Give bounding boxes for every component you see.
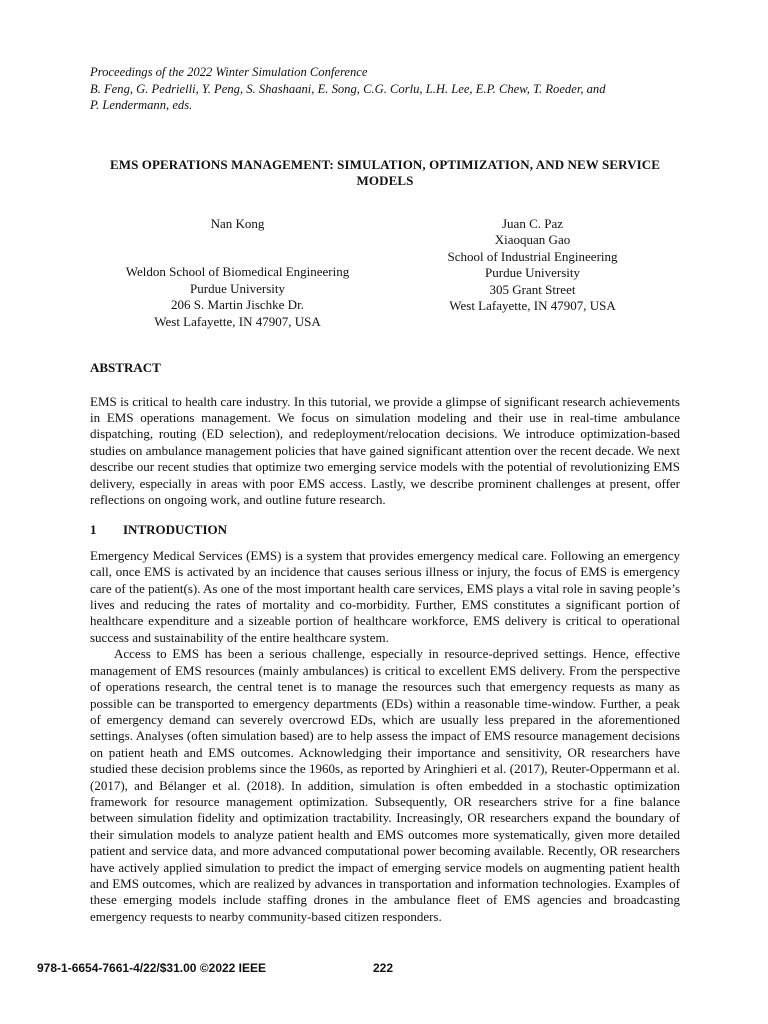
section-title: INTRODUCTION [123, 522, 228, 538]
section-heading [90, 522, 680, 539]
affiliation-line: 206 S. Martin Jischke Dr. [171, 297, 304, 312]
paper-page [90, 64, 680, 925]
author-name: Juan C. Paz [501, 215, 564, 231]
section-number: 1 [90, 522, 97, 538]
abstract-text: EMS is critical to health care industry. In this tutorial, we provide a glimpse of significant research achievements in EMS operations management. We focus on simulation modeling and their use in real-time ambulance dispatching, routing (ED selection), and redeployment/relocation decisions. We introduce optimization-based studies on ambulance management policies that have gained significant attention over the recent decade. We next describe our recent studies that optimize two emerging service models with the potential of revolutionizing EMS delivery, especially in areas with poor EMS access. Lastly, we describe prominent challenges at present, offer reflections on ongoing work, and outline future research. [90, 393, 680, 507]
editors-line: P. Lendermann, eds. [90, 98, 193, 112]
paragraph: Access to EMS has been a serious challenge, especially in resource-deprived settings. Hence, effective management of EMS resources (mainly ambulances) is critical to excellent EMS delivery. From the perspective of operations research, the central tenet is to manage the resources such that emergency requests as many as possible can be transported to emergency departments (EDs) within a reasonable time-window. Further, a peak of emergency demand can severely overcrowd EDs, which are usually less prepared in the aforementioned settings. Analyses (often simulation based) are to help assess the impact of EMS resource management decisions on patient heath and EMS outcomes. Acknowledging their importance and sensitivity, OR researchers have studied these decision problems since the 1960s, as reported by Aringhieri et al. (2017), Reuter-Oppermann et al. (2017), and Bélanger et al. (2018). In addition, simulation is often embedded in a stochastic optimization framework for resource management optimization. Subsequently, OR researchers strive for a fine balance between simulation fidelity and optimization tractability. Increasingly, OR researchers expand the boundary of their simulation models to analyze patient health and EMS outcomes more systematically, given more detailed patient and service data, and more advanced computational power becoming available. Recently, OR researchers have actively applied simulation to predict the impact of emerging service models on augmenting patient health and EMS outcomes, which are realized by advances in transportation and information technologies. Examples of these emerging models include staffing drones in the ambulance fleet of EMS agencies and broadcasting emergency requests to nearby community-based citizen responders. [90, 646, 680, 924]
affiliation-line: Weldon School of Biomedical Engineering [125, 264, 350, 279]
affiliation-line: 305 Grant Street [489, 281, 576, 297]
paragraph: Emergency Medical Services (EMS) is a system that provides emergency medical care. Following an emergency call, once EMS is activated by an incidence that causes serious illness or injury, the focus of EMS is emergency care of the patient(s). As one of the most important health care services, EMS plays a vital role in saving people’s lives and reducing the rates of mortality and co-morbidity. Further, EMS constitutes a significant portion of healthcare expenditure and a sizeable portion of healthcare workforce, EMS delivery is critical to operational success and sustainability of the entire healthcare system. [90, 547, 680, 645]
author-block [90, 216, 680, 331]
author-column-right [385, 216, 680, 331]
affiliation [385, 249, 680, 315]
editors-line: B. Feng, G. Pedrielli, Y. Peng, S. Shashaani, E. Song, C.G. Corlu, L.H. Lee, E.P. Chew, T. Roeder, and [90, 81, 606, 96]
author-name: Xiaoquan Gao [494, 232, 571, 247]
affiliation [90, 264, 385, 330]
page-number: 222 [373, 961, 394, 975]
abstract-heading: ABSTRACT [90, 360, 161, 375]
affiliation-line: Purdue University [485, 265, 580, 280]
proceedings-line: Proceedings of the 2022 Winter Simulation Conference [90, 65, 368, 79]
footer-isbn: 978-1-6654-7661-4/22/$31.00 ©2022 IEEE [37, 961, 267, 975]
affiliation-line: West Lafayette, IN 47907, USA [154, 313, 321, 329]
affiliation-line: Purdue University [190, 280, 285, 296]
author-column-left [90, 216, 385, 331]
affiliation-line: West Lafayette, IN 47907, USA [449, 298, 616, 313]
paper-title: EMS OPERATIONS MANAGEMENT: SIMULATION, OPTIMIZATION, AND NEW SERVICE MODELS [109, 156, 661, 188]
author-name: Nan Kong [210, 215, 265, 231]
affiliation-line: School of Industrial Engineering [447, 248, 618, 264]
